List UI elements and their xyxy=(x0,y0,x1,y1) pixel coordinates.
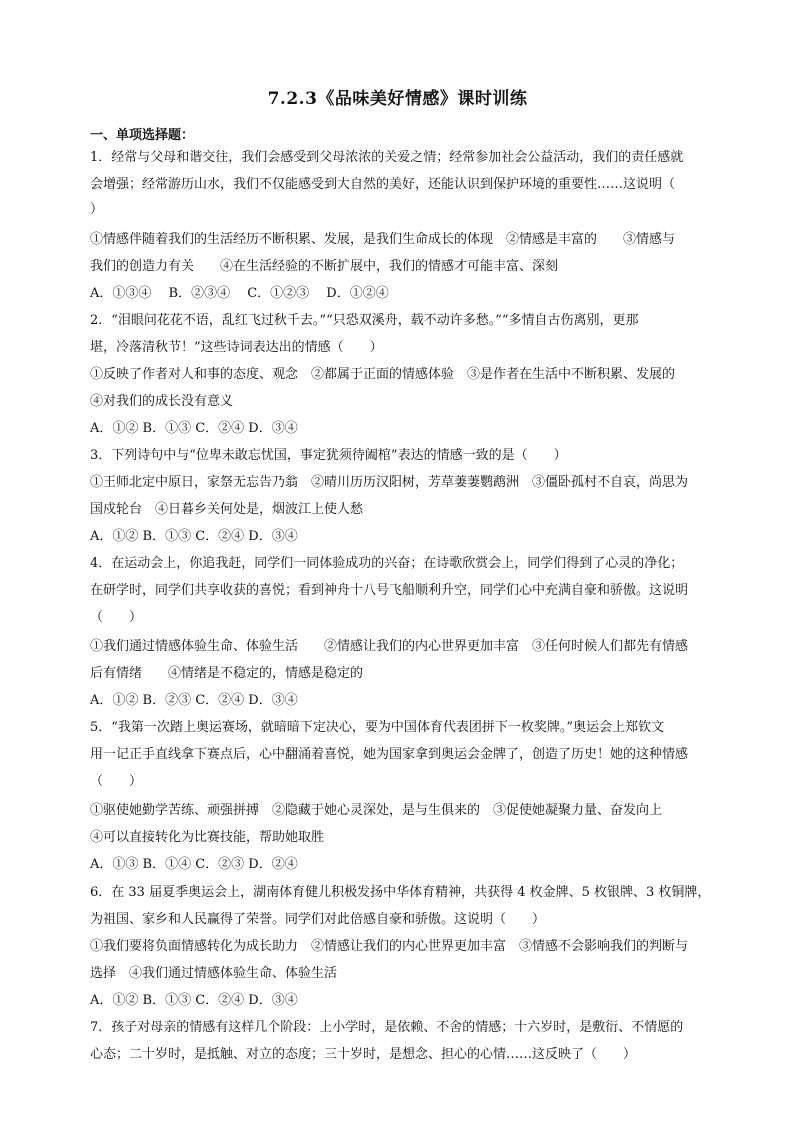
text-line: （ ） xyxy=(90,610,143,625)
text-line: A．①② B．①③ C．②④ D．③④ xyxy=(90,993,298,1008)
section-heading: 一、单项选择题： xyxy=(90,128,195,143)
text-line: （ ） xyxy=(90,774,143,789)
text-line: 7．孩子对母亲的情感有这样几个阶段：上小学时，是依赖、不舍的情感；十六岁时，是敷衍、不情愿的 xyxy=(90,1020,684,1035)
text-line: 6．在 33 届夏季奥运会上，湖南体育健儿积极发扬中华体育精神，共获得 4 枚金牌、5 枚银牌、3 枚铜牌， xyxy=(90,885,711,900)
text-line: ） xyxy=(90,202,104,217)
text-line: 2．“泪眼问花花不语，乱红飞过秋千去。”“只恐双溪舟，载不动许多愁。”“多情自古伤离别，更那 xyxy=(90,313,639,328)
text-line: A．①② B．②③ C．②④ D．③④ xyxy=(90,693,298,708)
text-line: 国戍轮台 ④日暮乡关何处是，烟波江上使人愁 xyxy=(90,502,364,517)
text-line: 用一记正手直线拿下赛点后，心中翻涌着喜悦，她为国家拿到奥运会金牌了，创造了历史！她的这种情感 xyxy=(90,747,689,762)
text-line: ④对我们的成长没有意义 xyxy=(90,394,234,409)
text-line: 3．下列诗句中与“位卑未敢忘忧国，事定犹须待阖棺”表达的情感一致的是（ ） xyxy=(90,448,567,463)
text-line: 1．经常与父母和谐交往，我们会感受到父母浓浓的关爱之情；经常参加社会公益活动，我们的责任感就 xyxy=(90,150,684,165)
text-line: ①驱使她勤学苦练、顽强拼搏 ②隐藏于她心灵深处，是与生俱来的 ③促使她凝聚力量、奋发向上 xyxy=(90,803,663,818)
text-line: 在研学时，同学们共享收获的喜悦；看到神舟十八号飞船顺利升空，同学们心中充满自豪和骄傲。这说明 xyxy=(90,583,689,598)
text-line: 4．在运动会上，你追我赶，同学们一同体验成功的兴奋；在诗歌欣赏会上，同学们得到了心灵的净化； xyxy=(90,556,684,571)
text-line: 选择 ④我们通过情感体验生命、体验生活 xyxy=(90,966,338,981)
text-line: 会增强；经常游历山水，我们不仅能感受到大自然的美好，还能认识到保护环境的重要性……这说明（ xyxy=(90,177,676,192)
text-line: ①反映了作者对人和事的态度、观念 ②都属于正面的情感体验 ③是作者在生活中不断积累、发展的 xyxy=(90,367,676,382)
text-line: 为祖国、家乡和人民赢得了荣誉。同学们对此倍感自豪和骄傲。这说明（ ） xyxy=(90,912,546,927)
text-line: A．①③ B．①④ C．②③ D．②④ xyxy=(90,857,298,872)
text-line: A．①② B．①③ C．②④ D．③④ xyxy=(90,421,298,436)
text-line: 后有情绪 ④情绪是不稳定的，情感是稳定的 xyxy=(90,666,364,681)
text-line: ①我们要将负面情感转化为成长助力 ②情感让我们的内心世界更加丰富 ③情感不会影响我们的判断与 xyxy=(90,939,689,954)
text-line: 5．“我第一次踏上奥运赛场，就暗暗下定决心，要为中国体育代表团拼下一枚奖牌。”奥运会上郑钦文 xyxy=(90,720,665,735)
document-title: 7.2.3《品味美好情感》课时训练 xyxy=(267,89,528,109)
text-line: A．①② B．①③ C．②④ D．③④ xyxy=(90,529,298,544)
text-line: ①情感伴随着我们的生活经历不断积累、发展，是我们生命成长的体现 ②情感是丰富的 ③情感与 xyxy=(90,232,676,247)
text-line: ①我们通过情感体验生命、体验生活 ②情感让我们的内心世界更加丰富 ③任何时候人们都先有情感 xyxy=(90,639,689,654)
text-line: 我们的创造力有关 ④在生活经验的不断扩展中，我们的情感才可能丰富、深刻 xyxy=(90,259,559,274)
text-line: ④可以直接转化为比赛技能，帮助她取胜 xyxy=(90,830,325,845)
text-line: 心态；二十岁时，是抵触、对立的态度；三十岁时，是想念、担心的心情……这反映了（ ） xyxy=(90,1047,637,1062)
text-line: A．①③④ B．②③④ C．①②③ D．①②④ xyxy=(90,286,389,301)
text-line: ①王师北定中原日，家祭无忘告乃翁 ②晴川历历汉阳树，芳草萋萋鹦鹉洲 ③僵卧孤村不自哀，尚思为 xyxy=(90,475,689,490)
text-line: 堪，冷落清秋节！”这些诗词表达出的情感（ ） xyxy=(90,340,383,355)
